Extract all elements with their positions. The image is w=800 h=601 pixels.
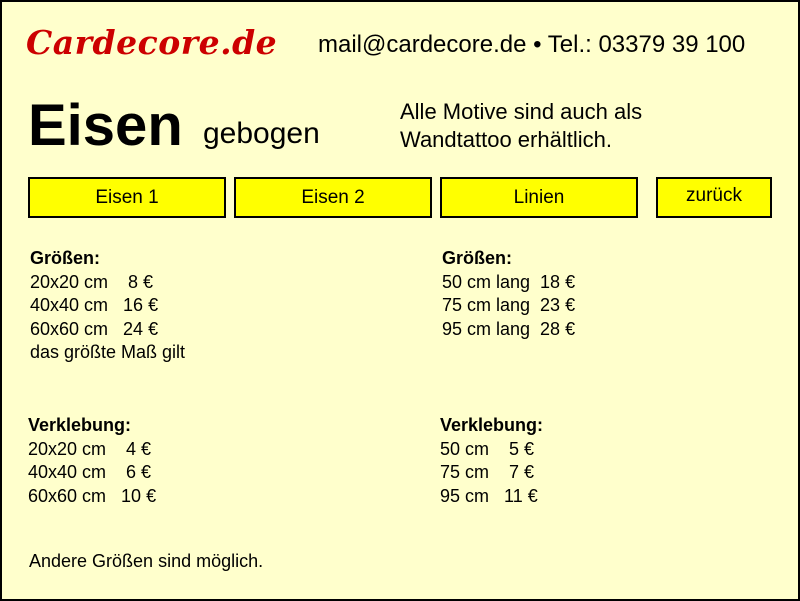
sizes-price-list-left bbox=[30, 247, 185, 365]
wall-tattoo-note-line-2: Wandtattoo erhältlich. bbox=[400, 127, 612, 152]
other-sizes-note: Andere Größen sind möglich. bbox=[29, 551, 264, 571]
price-row: 95 cm lang 28 € bbox=[442, 318, 576, 339]
eisen-1-button[interactable]: Eisen 1 bbox=[28, 177, 226, 218]
price-row: 75 cm 7 € bbox=[440, 462, 535, 482]
contact-info: mail@cardecore.de • Tel.: 03379 39 100 bbox=[318, 31, 746, 58]
cardecore-logo[interactable]: Cardecore.de bbox=[26, 23, 278, 62]
eisen-2-button[interactable]: Eisen 2 bbox=[234, 177, 432, 218]
glue-heading: Verklebung: bbox=[28, 415, 132, 435]
sizes-price-list-right bbox=[442, 247, 575, 341]
page-subtitle: gebogen bbox=[203, 117, 320, 150]
wall-tattoo-note-line-1: Alle Motive sind auch als bbox=[400, 99, 643, 124]
back-button[interactable]: zurück bbox=[656, 177, 772, 218]
sizes-heading: Größen: bbox=[30, 248, 100, 268]
page-title: Eisen bbox=[28, 93, 183, 158]
price-row: 60x60 cm 24 € bbox=[30, 318, 159, 339]
glue-price-list-left bbox=[28, 414, 156, 508]
sizes-heading: Größen: bbox=[442, 248, 512, 268]
wall-tattoo-note bbox=[400, 98, 642, 154]
price-row: 75 cm lang 23 € bbox=[442, 295, 576, 315]
price-row: 50 cm lang 18 € bbox=[442, 271, 576, 292]
price-row: 40x40 cm 16 € bbox=[30, 295, 159, 315]
price-row: 50 cm 5 € bbox=[440, 438, 535, 459]
glue-price-list-right bbox=[440, 414, 543, 508]
linien-button[interactable]: Linien bbox=[440, 177, 638, 218]
price-row: 20x20 cm 8 € bbox=[30, 271, 154, 292]
price-row: 95 cm 11 € bbox=[440, 485, 538, 506]
price-row: 60x60 cm 10 € bbox=[28, 485, 157, 506]
size-note: das größte Maß gilt bbox=[30, 342, 186, 362]
price-row: 40x40 cm 6 € bbox=[28, 462, 152, 482]
glue-heading: Verklebung: bbox=[440, 415, 544, 435]
price-row: 20x20 cm 4 € bbox=[28, 438, 152, 459]
